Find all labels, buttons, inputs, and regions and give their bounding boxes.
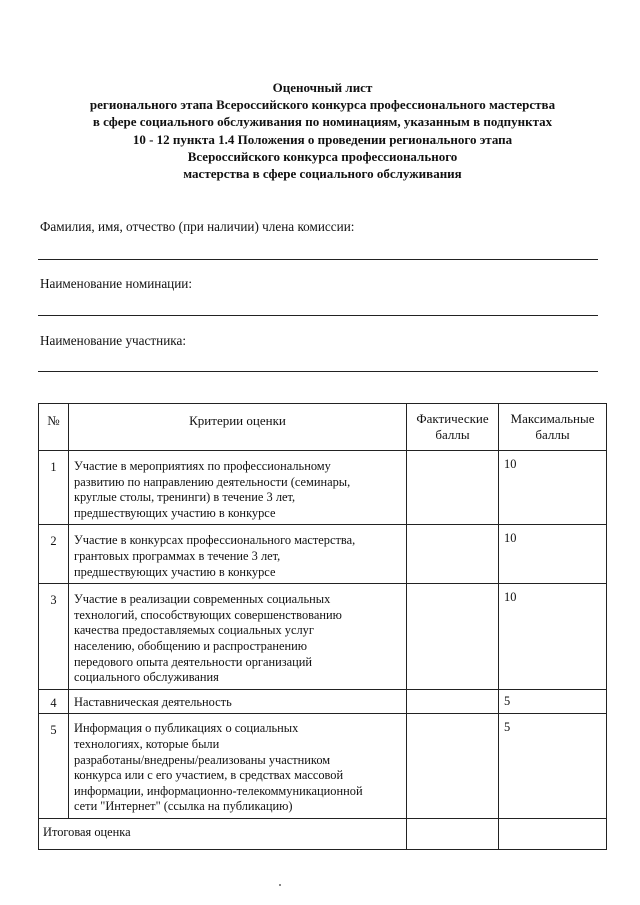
criteria-line: Участие в реализации современных социальных (74, 592, 331, 607)
max-points-cell: 5 (499, 714, 607, 819)
max-points-cell: 5 (499, 689, 607, 714)
criteria-line: Участие в мероприятиях по профессиональному (74, 459, 331, 473)
criteria-line: круглые столы, тренинги) в течение 3 лет, (74, 490, 296, 505)
table-header-row (39, 404, 607, 451)
criteria-line: предшествующих участию в конкурсе (74, 505, 276, 520)
nomination-label: Наименование номинации: (40, 276, 193, 291)
header-actual-line1: Фактические (416, 411, 489, 426)
criteria-line: грантовых программах в течение 3 лет, (74, 548, 281, 563)
criteria-line: социального обслуживания (74, 670, 219, 685)
table-row (39, 451, 607, 525)
total-max-cell (499, 818, 607, 849)
participant-label: Наименование участника: (40, 333, 186, 348)
row-number: 2 (39, 525, 69, 584)
title-line: 10 - 12 пункта 1.4 Положения о проведении регионального этапа (132, 131, 513, 147)
row-number: 1 (39, 451, 69, 525)
header-actual-points (407, 404, 499, 451)
actual-points-cell[interactable] (407, 525, 499, 584)
header-max-line2: баллы (535, 427, 570, 442)
scan-mark (279, 884, 281, 886)
criteria-line: конкурса или с его участием, в средствах массовой (74, 768, 344, 783)
title-line: Оценочный лист (272, 80, 373, 95)
total-actual-cell[interactable] (407, 818, 499, 849)
criteria-line: технологий, способствующих совершенствованию (74, 607, 342, 622)
title-line: регионального этапа Всероссийского конкурса профессионального мастерства (89, 97, 556, 113)
actual-points-cell[interactable] (407, 451, 499, 525)
actual-points-cell[interactable] (407, 714, 499, 819)
member-name-field-line[interactable] (38, 259, 598, 260)
actual-points-cell[interactable] (407, 584, 499, 690)
table-row (39, 525, 607, 584)
criteria-line: предшествующих участию в конкурсе (74, 564, 276, 579)
criteria-line: Информация о публикациях о социальных (74, 721, 299, 736)
criteria-cell (69, 584, 407, 690)
criteria-line: Наставническая деятельность (74, 694, 232, 709)
member-name-label: Фамилия, имя, отчество (при наличии) члена комиссии: (40, 219, 355, 234)
criteria-line: качества предоставляемых социальных услуг (74, 623, 314, 638)
criteria-line: Участие в конкурсах профессионального мастерства, (74, 533, 356, 548)
header-num: № (39, 404, 69, 451)
max-points-cell: 10 (499, 525, 607, 584)
title-line: Всероссийского конкурса профессионального (187, 148, 458, 164)
header-criteria: Критерии оценки (69, 404, 407, 451)
table-row (39, 714, 607, 819)
title-line: в сфере социального обслуживания по номинациям, указанным в подпунктах (92, 114, 553, 130)
criteria-cell (69, 689, 407, 714)
participant-field-line[interactable] (38, 371, 598, 372)
evaluation-table (38, 403, 607, 850)
title-line: мастерства в сфере социального обслуживания (183, 166, 462, 182)
total-label: Итоговая оценка (39, 818, 407, 849)
nomination-field-line[interactable] (38, 315, 598, 316)
criteria-line: передового опыта деятельности организаций (74, 654, 313, 669)
criteria-line: населению, обобщению и распространению (74, 638, 307, 653)
table-row (39, 689, 607, 714)
criteria-cell (69, 525, 407, 584)
row-number: 4 (39, 689, 69, 714)
criteria-line: технологиях, которые были (74, 736, 220, 751)
max-points-cell: 10 (499, 584, 607, 690)
criteria-cell (69, 451, 407, 525)
criteria-line: разработаны/внедрены/реализованы участником (74, 752, 331, 767)
header-max-points (499, 404, 607, 451)
criteria-line: информации, информационно-телекоммуникационной (74, 783, 363, 798)
header-max-line1: Максимальные (510, 411, 595, 426)
header-actual-line2: баллы (435, 427, 470, 442)
criteria-line: развитию по направлению деятельности (семинары, (74, 474, 351, 489)
row-number: 3 (39, 584, 69, 690)
criteria-cell (69, 714, 407, 819)
total-row (39, 818, 607, 849)
document-title (40, 79, 605, 182)
criteria-line: сети "Интернет" (ссылка на публикацию) (74, 799, 293, 814)
table-row (39, 584, 607, 690)
max-points-cell: 10 (499, 451, 607, 525)
actual-points-cell[interactable] (407, 689, 499, 714)
row-number: 5 (39, 714, 69, 819)
